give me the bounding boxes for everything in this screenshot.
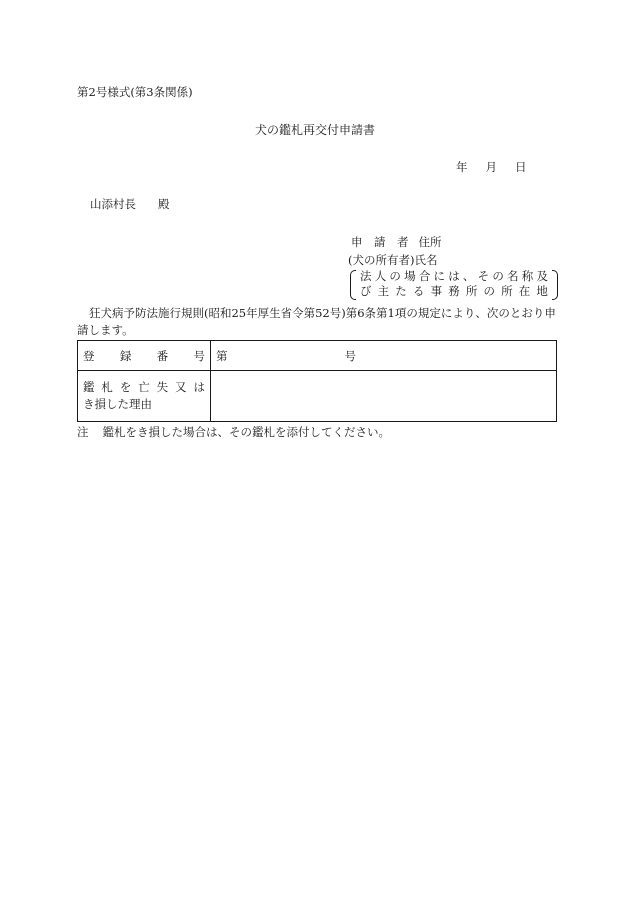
footnote-prefix: 注 [77, 425, 89, 439]
table-row [78, 371, 557, 422]
loss-reason-label-line-2: き損した理由 [83, 397, 152, 411]
corporation-note-char: る [412, 284, 425, 298]
corporation-note [350, 270, 558, 300]
corporation-note-char: 地 [536, 284, 548, 298]
loss-reason-label-char: 失 [156, 380, 169, 394]
loss-reason-label-char: を [119, 380, 132, 394]
date-year-label: 年 [456, 160, 468, 174]
corporation-note-char: そ [477, 269, 490, 283]
loss-reason-label [83, 379, 205, 413]
application-table [77, 340, 557, 422]
registration-number-label-char: 録 [119, 348, 132, 363]
corporation-note-char: に [433, 269, 446, 283]
addressee [90, 199, 170, 211]
corporation-note-char: 在 [518, 284, 531, 298]
corporation-note-char: び [360, 284, 372, 298]
loss-reason-label-char: 鑑 [83, 380, 95, 394]
corporation-note-char: の [492, 269, 504, 283]
registration-number-label-char: 登 [83, 348, 95, 363]
addressee-name: 山添村長 [90, 197, 136, 211]
corporation-note-char: 名 [507, 269, 519, 283]
footnote-text: 鑑札をき損した場合は、その鑑札を添付してください。 [102, 425, 390, 439]
corporation-note-char: の [483, 284, 495, 298]
corporation-note-char: は [448, 269, 460, 283]
corporation-note-char: 称 [521, 269, 534, 283]
corporation-note-char: 主 [377, 284, 390, 298]
registration-number-suffix: 号 [344, 348, 356, 363]
corporation-note-char: た [395, 284, 407, 298]
registration-number-label-char: 番 [156, 348, 169, 363]
corporation-note-line-2 [360, 286, 548, 298]
applicant-name-label: (犬の所有者)氏名 [348, 253, 438, 267]
corporation-note-char: 務 [448, 284, 460, 298]
registration-number-prefix: 第 [216, 348, 228, 363]
left-brace [350, 270, 356, 300]
form-number: 第2号様式(第3条関係) [77, 85, 193, 99]
date-day-label: 日 [515, 160, 527, 174]
document-title: 犬の鑑札再交付申請書 [254, 123, 375, 137]
applicant-address-label: 住所 [418, 235, 442, 249]
loss-reason-label-char: 札 [101, 380, 113, 394]
date-line [456, 162, 527, 174]
footnote [77, 427, 390, 439]
applicant-address-line [351, 237, 442, 249]
loss-reason-label-char: 又 [175, 380, 187, 394]
addressee-honorific: 殿 [158, 197, 170, 211]
corporation-note-char: 、 [462, 269, 475, 283]
registration-number-label-cell [78, 341, 211, 371]
registration-number-value-cell[interactable] [211, 341, 557, 371]
loss-reason-label-char: 亡 [138, 380, 150, 394]
registration-number-label-char: 号 [193, 348, 205, 363]
application-statement: 狂犬病予防法施行規則(昭和25年厚生省令第52号)第6条第1項の規定により、次のとおり申請します。 [77, 306, 556, 337]
corporation-note-char: 所 [501, 284, 513, 298]
corporation-note-char: の [389, 269, 401, 283]
loss-reason-label-line-1 [83, 379, 205, 396]
right-brace [552, 270, 558, 300]
corporation-note-char: 場 [404, 269, 416, 283]
corporation-note-char: 所 [465, 284, 478, 298]
corporation-note-char: 合 [418, 269, 431, 283]
applicant-role: 申 請 者 [351, 235, 409, 249]
corporation-note-line-1 [360, 271, 548, 283]
corporation-note-char: 及 [536, 269, 548, 283]
loss-reason-label-char: は [193, 380, 205, 394]
registration-number-label [83, 348, 205, 364]
date-month-label: 月 [485, 160, 497, 174]
corporation-note-char: 人 [374, 269, 387, 283]
table-row [78, 341, 557, 371]
corporation-note-char: 事 [430, 284, 443, 298]
loss-reason-label-cell [78, 371, 211, 422]
corporation-note-char: 法 [360, 269, 372, 283]
loss-reason-value-cell[interactable] [211, 371, 557, 422]
